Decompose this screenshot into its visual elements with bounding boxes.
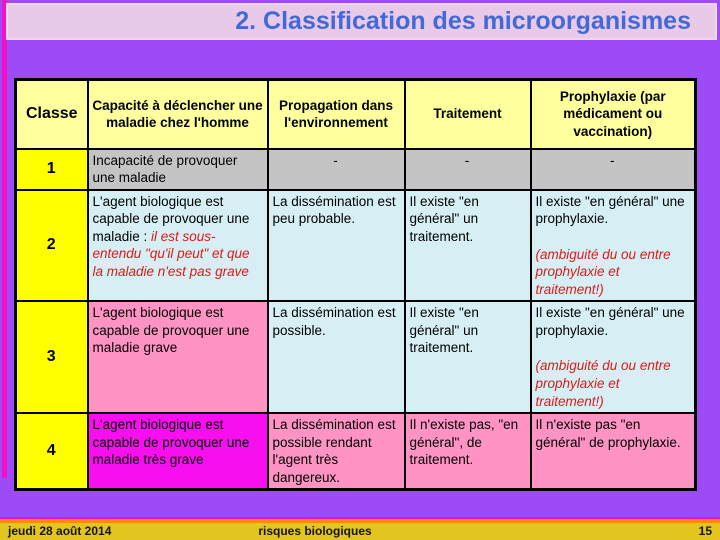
cell-text-emphasis: (ambiguité du ou entre prophylaxie et traitement!) (535, 246, 671, 297)
cell-r1-traitement: - (405, 149, 531, 190)
slide-title: 2. Classification des microorganismes (235, 7, 691, 35)
cell-text: L'agent biologique est capable de provoquer une maladie grave (92, 305, 250, 356)
table-row-class-4 (16, 413, 696, 490)
cell-r1-capacite (88, 149, 268, 190)
cell-r2-propagation: La dissémination est peu probable. (268, 190, 405, 302)
footer-page-number: 15 (698, 524, 712, 538)
cell-r3-propagation: La dissémination est possible. (268, 301, 405, 413)
footer-presentation-title: risques biologiques (258, 524, 372, 538)
cell-text: Il existe "en général" une prophylaxie. (535, 305, 685, 338)
cell-text: Il existe "en général" une prophylaxie. (535, 193, 685, 227)
footer-date: jeudi 28 août 2014 (8, 524, 112, 538)
cell-r2-classe: 2 (16, 190, 88, 302)
cell-r1-prophylaxie: - (531, 149, 696, 190)
cell-text-emphasis: (ambiguité du ou entre prophylaxie et traitement!) (535, 358, 671, 409)
table-row-class-1 (16, 149, 696, 190)
cell-r3-classe: 3 (16, 301, 88, 413)
cell-r2-capacite (88, 190, 268, 302)
cell-text: L'agent biologique est capable de provoquer une maladie très grave (92, 417, 250, 468)
cell-r3-prophylaxie (531, 301, 696, 413)
cell-r4-prophylaxie (531, 413, 696, 490)
cell-r1-propagation: - (268, 149, 405, 190)
header-cell-traitement: Traitement (405, 80, 531, 149)
table-row-class-3 (16, 301, 696, 413)
left-accent-bar (2, 0, 7, 478)
cell-text-emphasis: il est sous-entendu "qu'il peut" et que la maladie n'est pas grave (92, 228, 250, 279)
title-bar (6, 3, 717, 40)
classification-table (14, 78, 697, 491)
footer-bar (0, 523, 720, 540)
cell-text: L'agent biologique est capable de provoquer une maladie : (92, 193, 250, 244)
cell-r4-propagation: La dissémination est possible rendant l'agent très dangereux. (268, 413, 405, 490)
cell-r4-capacite (88, 413, 268, 490)
cell-r3-capacite (88, 301, 268, 413)
header-cell-propagation: Propagation dans l'environnement (268, 80, 405, 149)
cell-r4-classe: 4 (16, 413, 88, 490)
header-cell-capacite: Capacité à déclencher une maladie chez l'homme (88, 80, 268, 149)
cell-text: Incapacité de provoquer une maladie (92, 152, 238, 186)
cell-r3-traitement: Il existe "en général" un traitement. (405, 301, 531, 413)
header-cell-classe: Classe (16, 80, 88, 149)
cell-r1-classe: 1 (16, 149, 88, 190)
cell-r4-traitement: Il n'existe pas, "en général", de traitement. (405, 413, 531, 490)
table-row-class-2 (16, 190, 696, 302)
cell-r2-prophylaxie (531, 190, 696, 302)
header-cell-prophylaxie: Prophylaxie (par médicament ou vaccination) (531, 80, 696, 149)
cell-text: Il n'existe pas "en général" de prophylaxie. (535, 417, 681, 450)
table-header-row (16, 80, 696, 149)
cell-r2-traitement: Il existe "en général" un traitement. (405, 190, 531, 302)
